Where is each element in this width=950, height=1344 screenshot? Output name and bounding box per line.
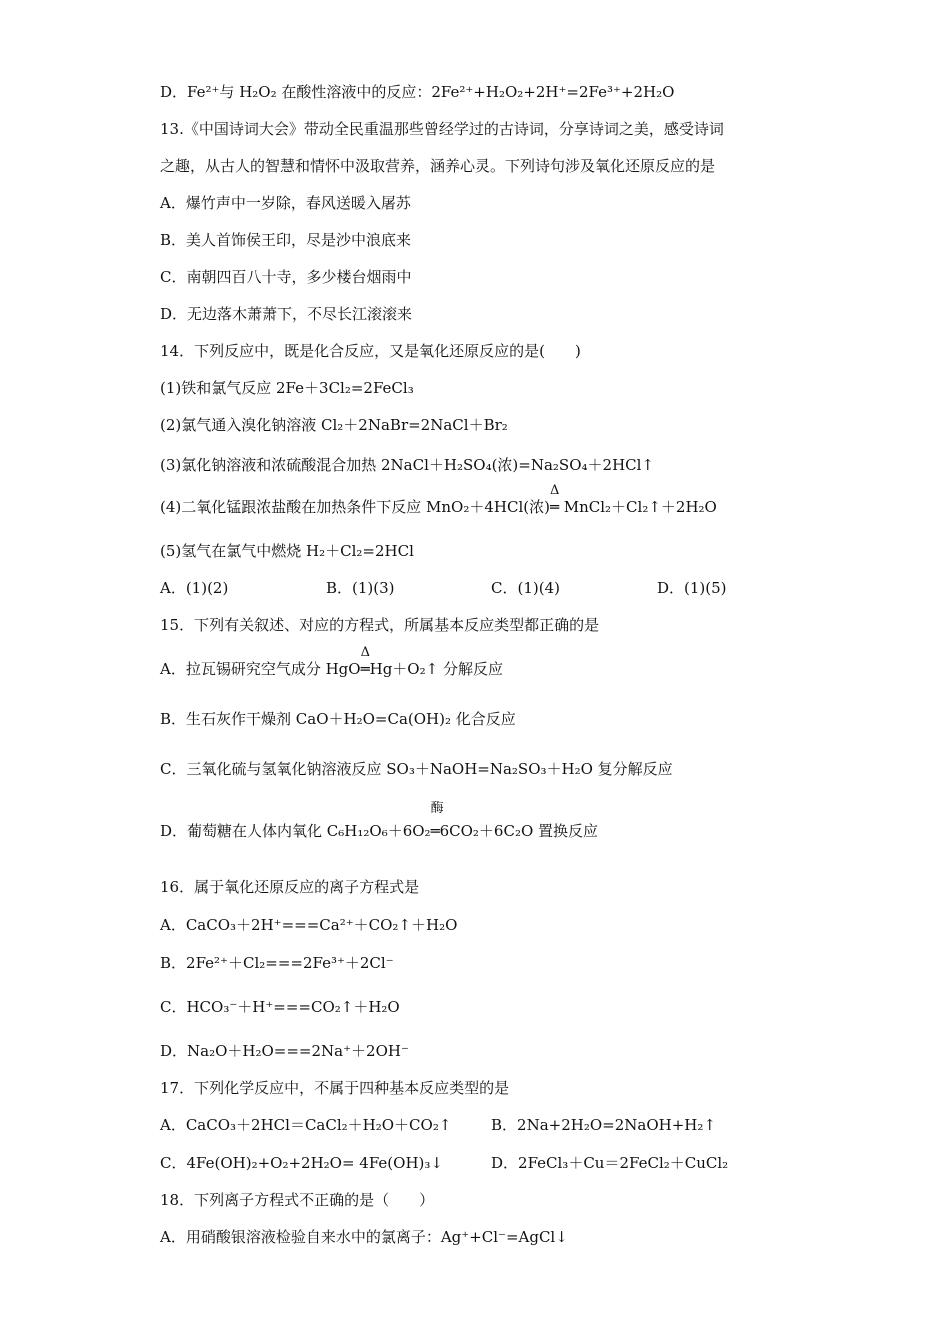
q17-option-a: A．CaCO₃＋2HCl＝CaCl₂＋H₂O＋CO₂↑ [160,1116,452,1134]
delta-label: Δ [360,645,370,660]
enzyme-label: 酶 [430,801,444,816]
q14-item-1: (1)铁和氯气反应 2Fe＋3Cl₂=2FeCl₃ [160,379,414,397]
q14-item-3: (3)氯化钠溶液和浓硫酸混合加热 2NaCl＋H₂SO₄(浓)=Na₂SO₄＋2HCl↑ [160,456,654,474]
q14-item-2: (2)氯气通入溴化钠溶液 Cl₂＋2NaBr=2NaCl＋Br₂ [160,416,508,434]
q15-stem: 15．下列有关叙述、对应的方程式，所属基本反应类型都正确的是 [160,616,600,634]
q15-option-a-right: Hg＋O₂↑ 分解反应 [369,660,503,678]
q14-option-d: D．(1)(5) [657,579,727,597]
q16-option-d: D．Na₂O＋H₂O===2Na⁺＋2OH⁻ [160,1042,409,1060]
heat-equals-sign [360,645,370,679]
q14-option-c: C．(1)(4) [491,579,560,597]
q15-option-a [160,645,503,679]
q17-option-c: C．4Fe(OH)₂+O₂+2H₂O= 4Fe(OH)₃↓ [160,1154,443,1172]
q16-option-a: A．CaCO₃＋2H⁺===Ca²⁺＋CO₂↑＋H₂O [160,916,458,934]
q14-item-4 [160,483,717,517]
q13-option-b: B．美人首饰侯王印，尽是沙中浪底来 [160,231,412,249]
q14-stem: 14．下列反应中，既是化合反应，又是氧化还原反应的是( ) [160,342,581,360]
q16-stem: 16．属于氧化还原反应的离子方程式是 [160,878,420,896]
q12-option-d: D．Fe²⁺与 H₂O₂ 在酸性溶液中的反应：2Fe²⁺+H₂O₂+2H⁺=2Fe³⁺+2H₂O [160,83,675,101]
q13-option-d: D．无边落木萧萧下，不尽长江滚滚来 [160,305,413,323]
q15-option-d-left: D．葡萄糖在人体内氧化 C₆H₁₂O₆＋6O₂ [160,822,431,840]
q15-option-d-right: 6CO₂＋6C₂O 置换反应 [439,822,599,840]
heat-equals-sign [549,483,560,517]
equals-glyph: ═ [549,498,559,516]
equals-glyph: ═ [430,822,440,840]
enzyme-equals-sign [430,801,444,841]
q14-item-5: (5)氢气在氯气中燃烧 H₂＋Cl₂=2HCl [160,542,414,560]
q13-stem-line1: 13.《中国诗词大会》带动全民重温那些曾经学过的古诗词，分享诗词之美，感受诗词 [160,120,724,138]
q18-option-a: A．用硝酸银溶液检验自来水中的氯离子：Ag⁺+Cl⁻=AgCl↓ [160,1228,568,1246]
equals-glyph: ═ [360,660,370,678]
q13-option-c: C．南朝四百八十寺，多少楼台烟雨中 [160,268,412,286]
q16-option-b: B．2Fe²⁺＋Cl₂===2Fe³⁺＋2Cl⁻ [160,954,394,972]
q15-option-b: B．生石灰作干燥剂 CaO＋H₂O=Ca(OH)₂ 化合反应 [160,710,516,728]
q15-option-c: C．三氧化硫与氢氧化钠溶液反应 SO₃＋NaOH=Na₂SO₃＋H₂O 复分解反应 [160,760,673,778]
q16-option-c: C．HCO₃⁻＋H⁺===CO₂↑＋H₂O [160,998,400,1016]
q15-option-a-left: A．拉瓦锡研究空气成分 HgO [160,660,361,678]
q18-stem: 18．下列离子方程式不正确的是（ ） [160,1191,435,1209]
q17-stem: 17．下列化学反应中，不属于四种基本反应类型的是 [160,1079,510,1097]
q14-option-b: B．(1)(3) [326,579,395,597]
q14-option-a: A．(1)(2) [160,579,229,597]
q13-option-a: A．爆竹声中一岁除，春风送暖入屠苏 [160,194,411,212]
delta-label: Δ [549,483,560,498]
q14-item-4-left: (4)二氧化锰跟浓盐酸在加热条件下反应 MnO₂＋4HCl(浓) [160,498,550,516]
q14-item-4-right: MnCl₂＋Cl₂↑＋2H₂O [558,498,717,516]
q17-option-b: B．2Na+2H₂O=2NaOH+H₂↑ [491,1116,716,1134]
q13-stem-line2: 之趣，从古人的智慧和情怀中汲取营养，涵养心灵。下列诗句涉及氧化还原反应的是 [160,157,716,175]
q17-option-d: D．2FeCl₃＋Cu＝2FeCl₂＋CuCl₂ [491,1154,729,1172]
q15-option-d [160,801,599,841]
